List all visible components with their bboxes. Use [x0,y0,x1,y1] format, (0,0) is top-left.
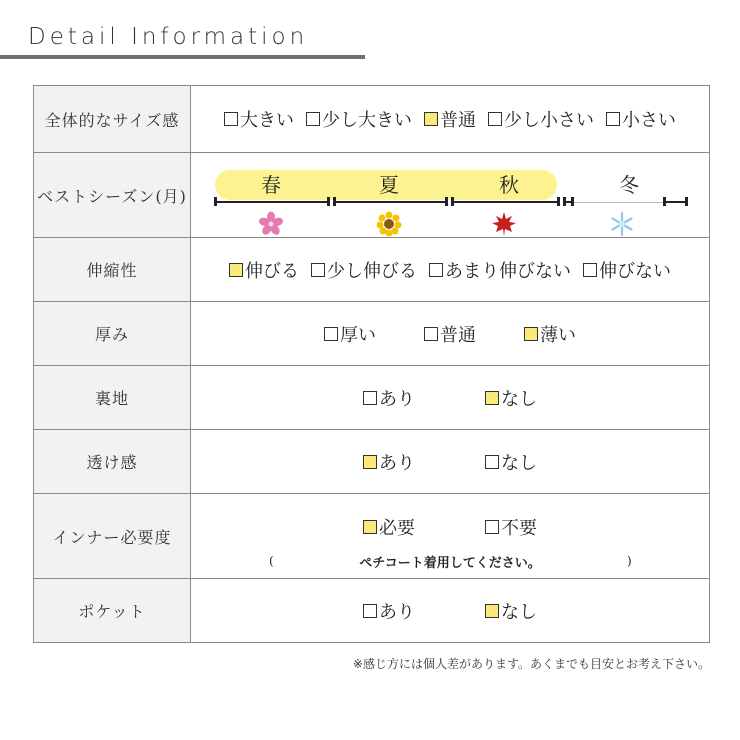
season-winter: 冬 [619,173,639,197]
season-tick [557,197,560,206]
checkbox [424,327,438,341]
season-axis [215,201,328,203]
snowflake-icon [609,211,635,237]
note-paren-close: ) [627,554,632,568]
season-axis [334,201,446,203]
checkbox [485,520,499,534]
option: 不要 [485,514,537,540]
season-tick [685,197,688,206]
option: 小さい [606,106,676,132]
season-tick [327,197,330,206]
checkbox [324,327,338,341]
row-sheer [34,430,710,494]
row-label: 裏地 [34,366,191,430]
option: あまり伸びない [429,257,571,283]
checkbox [224,112,238,126]
option: あり [363,598,415,624]
season-tick [451,197,454,206]
season-spring: 春 [261,173,281,197]
row-label: 伸縮性 [34,238,191,302]
option-selected: 伸びる [229,257,299,283]
option: 少し伸びる [311,257,417,283]
checkbox [363,391,377,405]
option-selected: 必要 [363,514,415,540]
checkbox-checked [363,455,377,469]
checkbox-checked [485,391,499,405]
checkbox [583,263,597,277]
title-underline [0,55,365,59]
option: 少し小さい [488,106,594,132]
row-season [34,153,710,238]
row-thickness [34,302,710,366]
row-label: 透け感 [34,430,191,494]
checkbox [606,112,620,126]
option-selected: あり [363,449,415,475]
season-tick [563,197,566,206]
row-pocket [34,579,710,643]
disclaimer-note: ※感じ方には個人差があります。あくまでも目安とお考え下さい。 [352,657,710,671]
section-title: Detail Information [28,24,309,50]
row-size [34,86,710,153]
option: なし [485,449,537,475]
checkbox-checked [229,263,243,277]
checkbox-checked [524,327,538,341]
row-inner [34,494,710,579]
checkbox-checked [363,520,377,534]
checkbox [363,604,377,618]
row-label: ベストシーズン(月) [34,153,191,238]
season-axis [572,202,664,203]
option: あり [363,385,415,411]
season-summer: 夏 [379,173,399,197]
row-label: 厚み [34,302,191,366]
sunflower-icon [376,211,402,237]
option-selected: 薄い [524,321,576,347]
detail-table [33,85,710,643]
checkbox-checked [424,112,438,126]
cherry-blossom-icon [258,211,284,237]
season-tick [333,197,336,206]
checkbox [429,263,443,277]
season-tick [571,197,574,206]
option: 伸びない [583,257,671,283]
checkbox [311,263,325,277]
maple-leaf-icon [491,211,517,237]
option-selected: なし [485,385,537,411]
option: 普通 [424,321,476,347]
row-label: ポケット [34,579,191,643]
option: 大きい [224,106,294,132]
inner-note: ペチコート着用してください。 [359,556,541,571]
row-label: インナー必要度 [34,494,191,579]
checkbox [488,112,502,126]
row-stretch [34,238,710,302]
checkbox-checked [485,604,499,618]
season-autumn: 秋 [499,173,519,197]
option-selected: 普通 [424,106,476,132]
checkbox [485,455,499,469]
season-axis [664,201,687,203]
option: 少し大きい [306,106,412,132]
row-label: 全体的なサイズ感 [34,86,191,153]
season-axis [452,201,558,203]
option: 厚い [324,321,376,347]
checkbox [306,112,320,126]
row-lining [34,366,710,430]
season-chart [191,153,709,237]
season-tick [445,197,448,206]
option-selected: なし [485,598,537,624]
note-paren-open: ( [269,554,274,568]
season-tick [214,197,217,206]
season-tick [663,197,666,206]
